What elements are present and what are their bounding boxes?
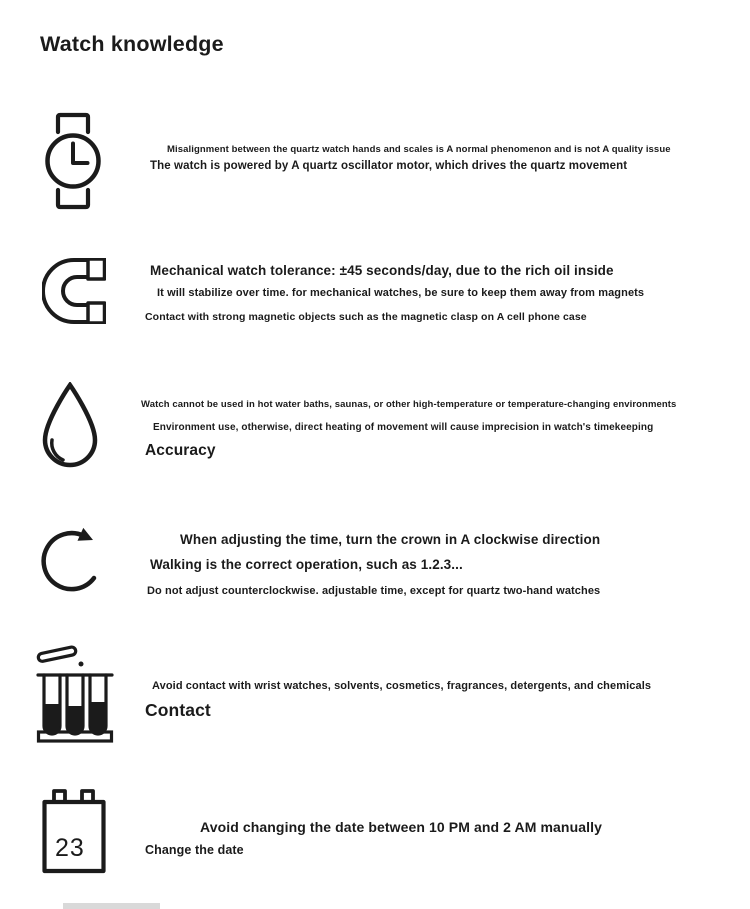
water-drop-icon xyxy=(40,382,100,470)
test-tubes-icon xyxy=(36,642,114,744)
crown-counterclockwise-text: Do not adjust counterclockwise. adjustable time, except for quartz two-hand watches xyxy=(147,585,601,597)
page-title: Watch knowledge xyxy=(40,32,224,56)
bottom-cropped-element xyxy=(63,903,160,909)
calendar-icon xyxy=(42,788,106,874)
magnet-tolerance-heading: Mechanical watch tolerance: ±45 seconds/day, due to the rich oil inside xyxy=(150,263,614,278)
chemical-avoid-text: Avoid contact with wrist watches, solvents, cosmetics, fragrances, detergents, and chemicals xyxy=(152,680,652,692)
crown-clockwise-heading: When adjusting the time, turn the crown in A clockwise direction xyxy=(180,532,601,547)
temperature-environment-text: Environment use, otherwise, direct heating of movement will cause imprecision in watch's timekeeping xyxy=(153,422,654,433)
contact-heading: Contact xyxy=(145,700,211,720)
date-avoid-heading: Avoid changing the date between 10 PM and 2 AM manually xyxy=(200,819,602,835)
crown-walking-text: Walking is the correct operation, such as 1.2.3... xyxy=(150,557,463,572)
accuracy-heading: Accuracy xyxy=(145,442,216,459)
temperature-warning-text: Watch cannot be used in hot water baths, saunas, or other high-temperature or temperature-changing environments xyxy=(141,399,677,410)
wristwatch-icon xyxy=(42,112,104,210)
change-date-heading: Change the date xyxy=(145,843,244,857)
magnet-icon xyxy=(42,258,106,324)
quartz-movement-text: The watch is powered by A quartz oscillator motor, which drives the quartz movement xyxy=(150,160,628,172)
clockwise-arrow-icon xyxy=(40,521,106,597)
magnet-contact-text: Contact with strong magnetic objects such as the magnetic clasp on A cell phone case xyxy=(145,311,587,323)
magnet-stabilize-text: It will stabilize over time. for mechanical watches, be sure to keep them away from magnets xyxy=(157,287,645,299)
quartz-note-small: Misalignment between the quartz watch hands and scales is A normal phenomenon and is not A quality issue xyxy=(167,144,671,155)
calendar-day: 23 xyxy=(55,834,85,862)
